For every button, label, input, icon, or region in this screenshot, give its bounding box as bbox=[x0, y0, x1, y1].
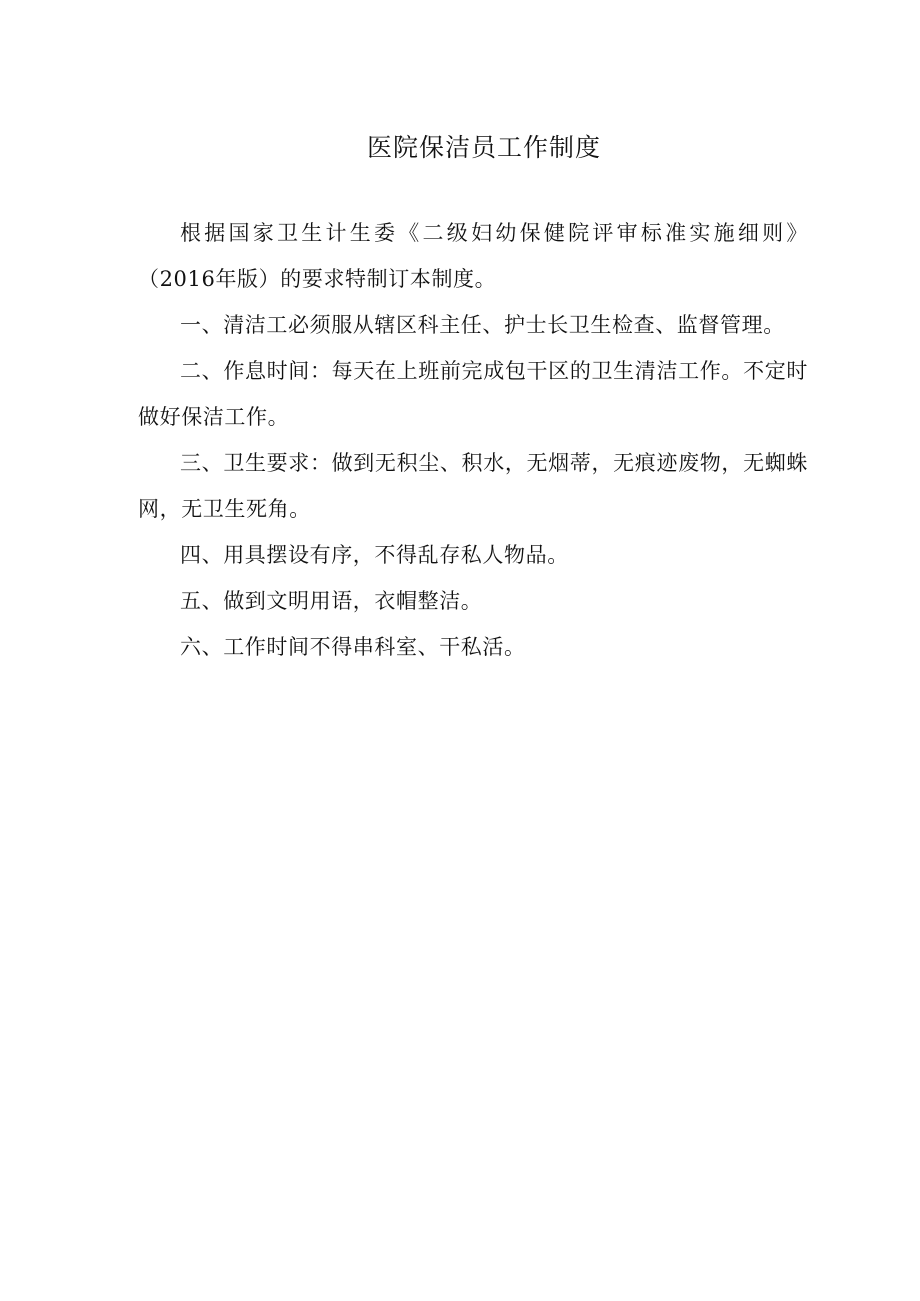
document-body bbox=[138, 210, 808, 670]
paragraph-rule-1: 一、清洁工必须服从辖区科主任、护士长卫生检查、监督管理。 bbox=[180, 313, 785, 337]
paragraph-rule-6: 六、工作时间不得串科室、干私活。 bbox=[180, 635, 526, 659]
paragraph-rule-2: 二、作息时间：每天在上班前完成包干区的卫生清洁工作。不定时做好保洁工作。 bbox=[138, 359, 808, 429]
paragraph-rule-4: 四、用具摆设有序，不得乱存私人物品。 bbox=[180, 543, 569, 567]
paragraph-rule-5: 五、做到文明用语，衣帽整洁。 bbox=[180, 589, 483, 613]
document-title: 医院保洁员工作制度 bbox=[366, 133, 601, 162]
paragraph-rule-3: 三、卫生要求：做到无积尘、积水，无烟蒂，无痕迹废物，无蜘蛛网，无卫生死角。 bbox=[138, 451, 808, 521]
paragraph-intro: 根据国家卫生计生委《二级妇幼保健院评审标准实施细则》（2016年版）的要求特制订本制度。 bbox=[138, 221, 808, 291]
